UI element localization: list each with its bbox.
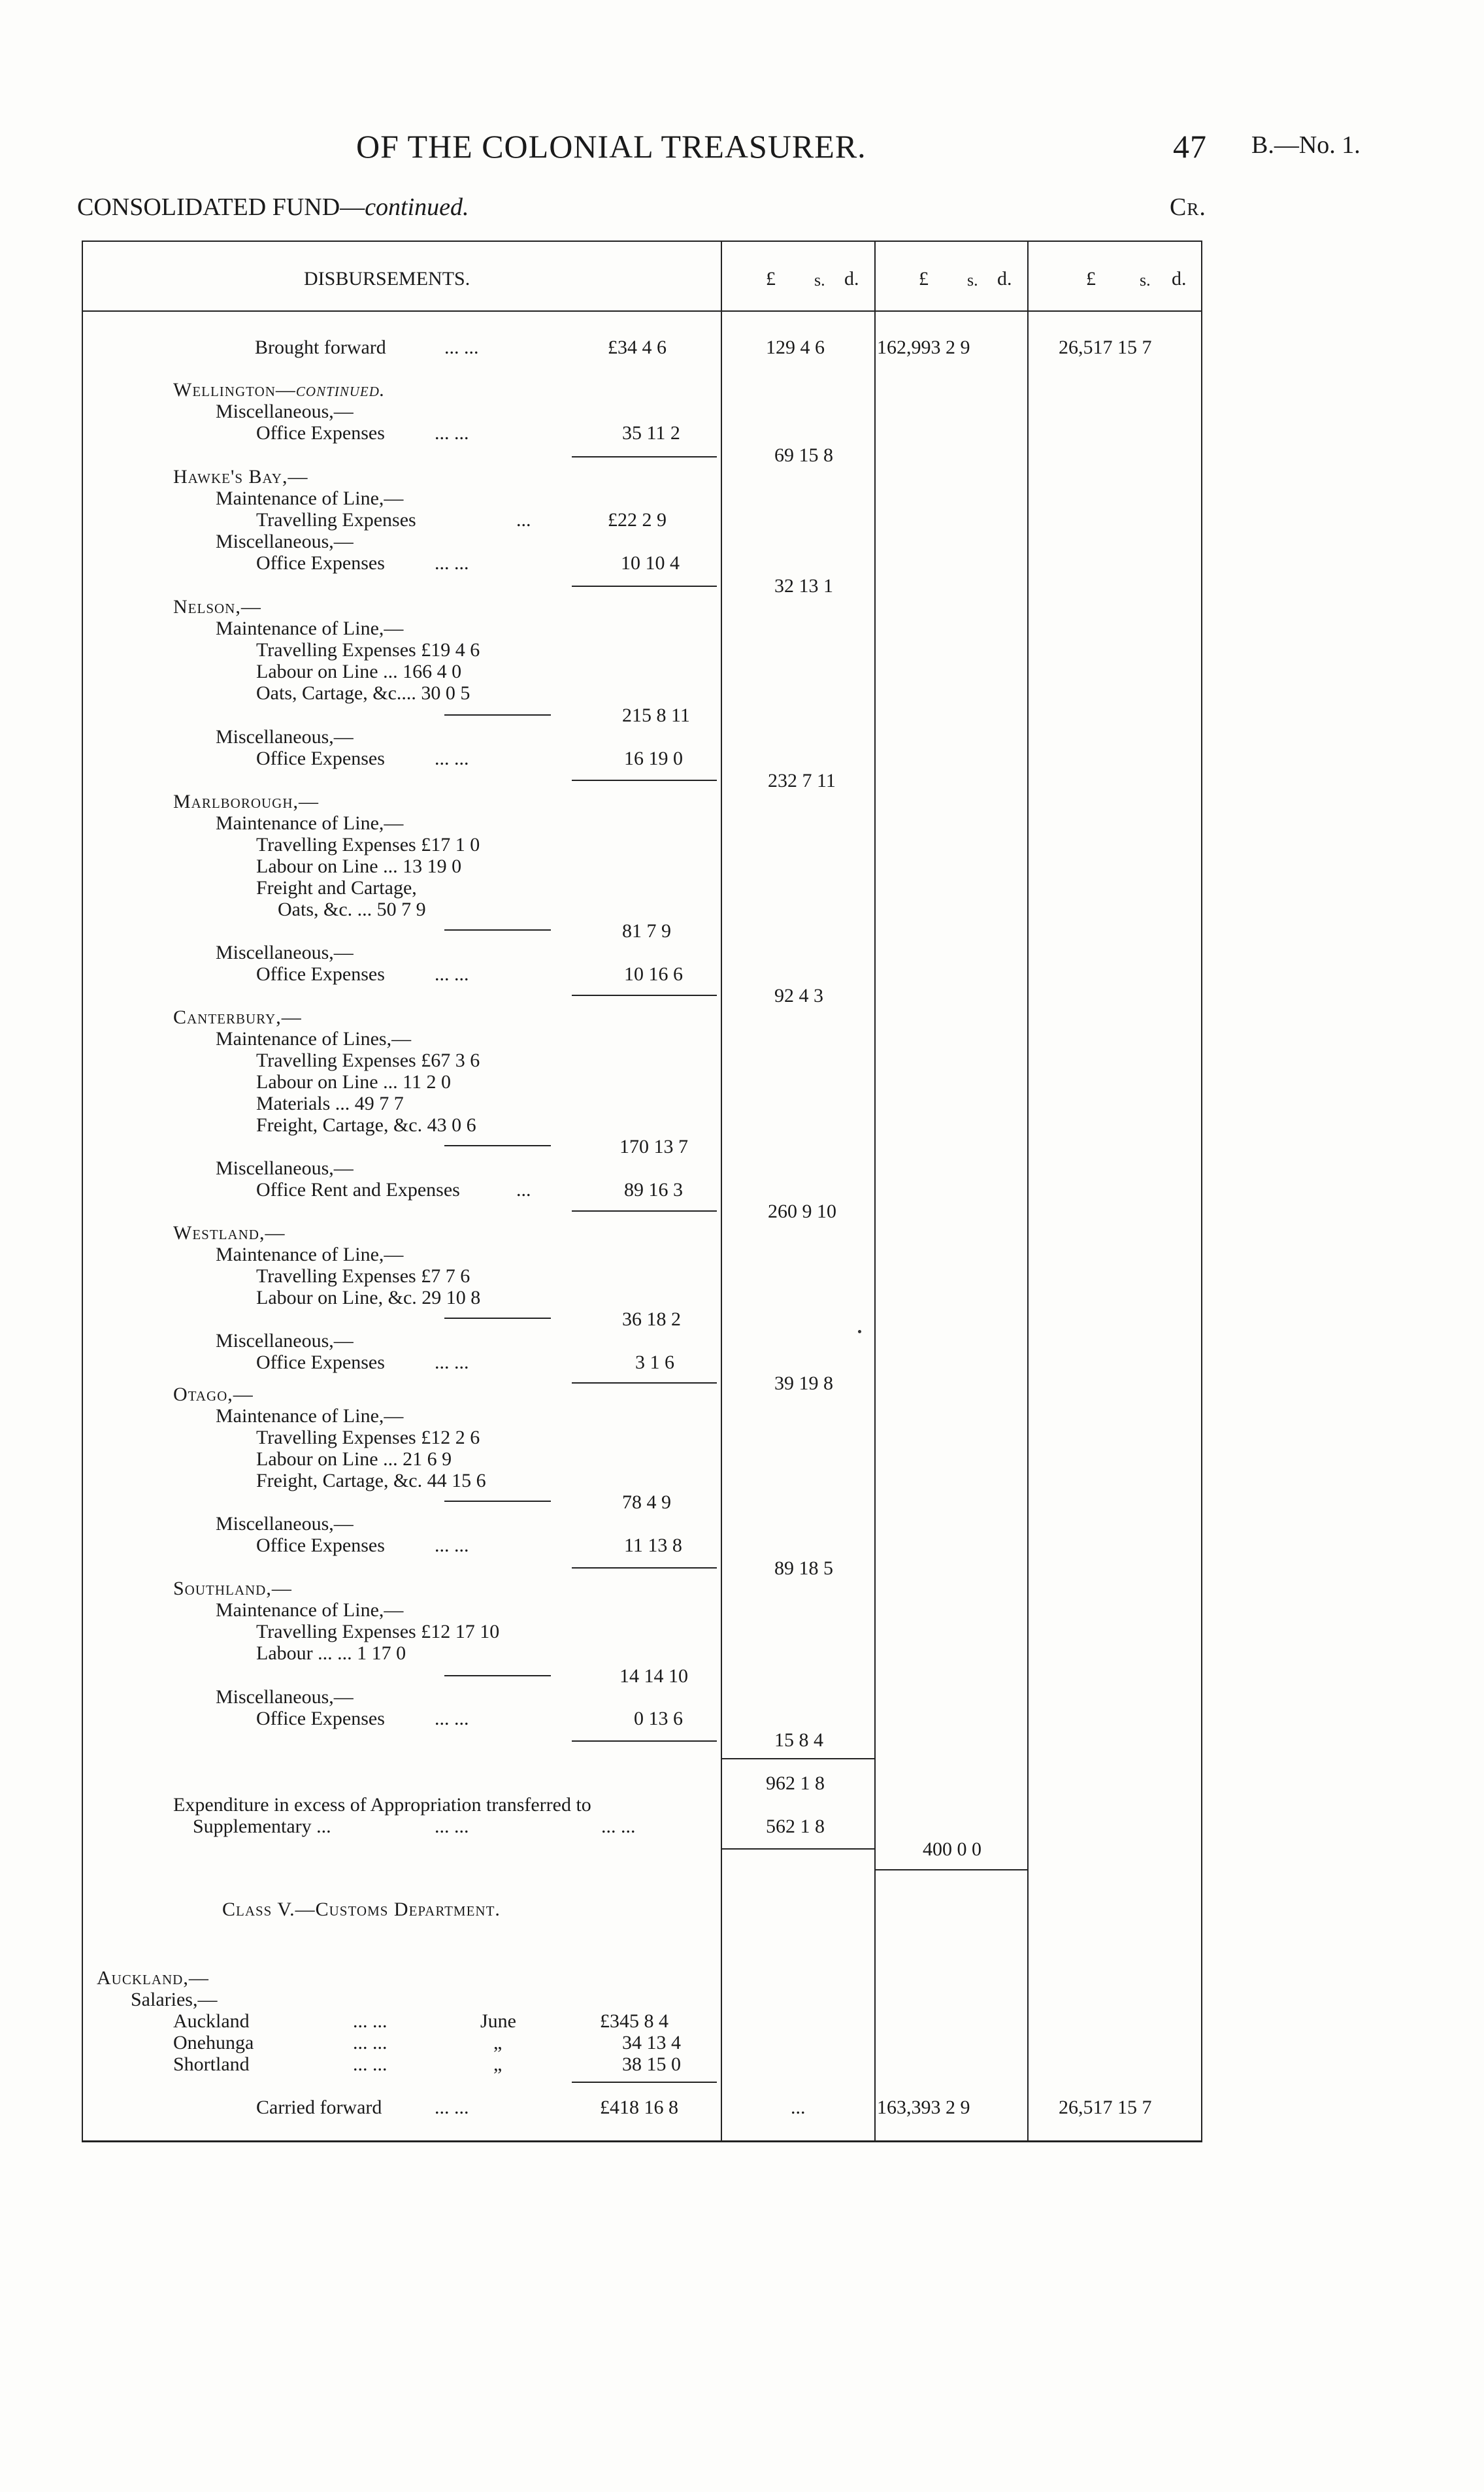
onehunga-month: „ [493, 2032, 503, 2053]
carried-forward-col1: ... [791, 2097, 806, 2118]
nelson-total: 232 7 11 [768, 770, 836, 791]
auckland-station: Auckland [173, 2010, 250, 2032]
shortland-station: Shortland [173, 2053, 250, 2075]
otago-freight-line: Freight, Cartage, &c. 44 15 6 [256, 1470, 486, 1491]
misc-label: Miscellaneous,— [216, 1513, 354, 1535]
maintenance-lines-label: Maintenance of Lines,— [216, 1028, 412, 1050]
col1-pounds: £ [766, 268, 776, 290]
leader-dots: ... ... [435, 963, 469, 985]
regions-sum-total: 962 1 8 [766, 1772, 825, 1794]
otago-travel-line: Travelling Expenses £12 2 6 [256, 1427, 480, 1448]
subtotal-rule [444, 1501, 551, 1502]
misc-label: Miscellaneous,— [216, 401, 354, 422]
westland-travel-line: Travelling Expenses £7 7 6 [256, 1265, 470, 1287]
nelson-heading: Nelson,— [173, 596, 261, 618]
leader-dots: ... ... [435, 422, 469, 444]
auckland-month: June [480, 2010, 516, 2032]
canterbury-maintenance-amount: 170 13 7 [619, 1136, 688, 1157]
marlborough-oats-line: Oats, &c. ... 50 7 9 [278, 899, 426, 920]
maintenance-label: Maintenance of Line,— [216, 1599, 404, 1621]
carried-forward-col2: 163,393 2 9 [877, 2097, 970, 2118]
rule-bottom [82, 2140, 1202, 2142]
col1-shillings: s. [814, 271, 825, 290]
col-rule-2 [874, 241, 876, 2142]
misc-label: Miscellaneous,— [216, 531, 354, 552]
onehunga-salary: 34 13 4 [622, 2032, 681, 2053]
wellington-total: 69 15 8 [774, 444, 833, 466]
col2-pounds: £ [919, 268, 929, 290]
leader-dots: ... ... [353, 2032, 387, 2053]
leader-dots: ... ... [353, 2053, 387, 2075]
westland-labour-line: Labour on Line, &c. 29 10 8 [256, 1287, 481, 1308]
excess-label-line1: Expenditure in excess of Appropriation transferred to [173, 1794, 591, 1816]
marlborough-maintenance-amount: 81 7 9 [622, 920, 671, 942]
misc-label: Miscellaneous,— [216, 1330, 354, 1352]
westland-maintenance-amount: 36 18 2 [622, 1308, 681, 1330]
maintenance-label: Maintenance of Line,— [216, 1405, 404, 1427]
col-rule-right [1201, 241, 1202, 2142]
misc-label: Miscellaneous,— [216, 726, 354, 748]
canterbury-labour-line: Labour on Line ... 11 2 0 [256, 1071, 451, 1093]
page-number: 47 [1173, 128, 1207, 165]
otago-labour-line: Labour on Line ... 21 6 9 [256, 1448, 452, 1470]
subtotal-rule [444, 1318, 551, 1319]
brought-forward-sub: £34 4 6 [608, 337, 667, 358]
subtotal-rule [444, 714, 551, 716]
col1-pence: d. [844, 268, 859, 290]
col3-shillings: s. [1140, 271, 1151, 290]
marlborough-freight-line: Freight and Cartage, [256, 877, 417, 899]
col-rule-left [82, 241, 83, 2142]
leader-dots: ... ... [435, 748, 469, 769]
maintenance-label: Maintenance of Line,— [216, 618, 404, 639]
marlborough-office-amount: 10 16 6 [624, 963, 683, 985]
maintenance-label: Maintenance of Line,— [216, 812, 404, 834]
otago-office-amount: 11 13 8 [624, 1535, 682, 1556]
subtotal-rule [572, 780, 717, 781]
rule-header [82, 310, 1202, 312]
office-expenses-label: Office Expenses [256, 552, 385, 574]
document-reference: B.—No. 1. [1251, 131, 1360, 159]
leader-dots: ... ... [435, 1535, 469, 1556]
supplementary-col2-amount: 400 0 0 [923, 1838, 981, 1860]
subtotal-rule [572, 2082, 717, 2083]
carried-forward-label: Carried forward [256, 2097, 382, 2118]
carried-forward-col3: 26,517 15 7 [1059, 2097, 1152, 2118]
leader-dots: ... ... [435, 1352, 469, 1373]
southland-heading: Southland,— [173, 1578, 292, 1599]
salaries-label: Salaries,— [131, 1989, 218, 2010]
leader-dots: ... [516, 509, 531, 531]
nelson-labour-line: Labour on Line ... 166 4 0 [256, 661, 462, 682]
office-expenses-label: Office Expenses [256, 963, 385, 985]
canterbury-heading: Canterbury,— [173, 1006, 302, 1028]
travelling-label: Travelling Expenses [256, 509, 416, 531]
otago-maintenance-amount: 78 4 9 [622, 1491, 671, 1513]
misc-label: Miscellaneous,— [216, 1686, 354, 1708]
leader-dots: ... ... [353, 2010, 387, 2032]
disbursements-header: DISBURSEMENTS. [304, 268, 470, 290]
brought-forward-col1: 129 4 6 [766, 337, 825, 358]
fund-heading-cont: continued. [365, 193, 469, 221]
leader-dots: ... ... [601, 1816, 636, 1837]
nelson-office-amount: 16 19 0 [624, 748, 683, 769]
hawkes-bay-heading: Hawke's Bay,— [173, 466, 308, 488]
auckland-heading: Auckland,— [97, 1967, 209, 1989]
hawkes-bay-office-amount: 10 10 4 [621, 552, 680, 574]
canterbury-total: 260 9 10 [768, 1201, 836, 1222]
marlborough-total: 92 4 3 [774, 985, 823, 1006]
class-v-heading: Class V.—Customs Department. [222, 1899, 501, 1920]
ink-speck [858, 1330, 861, 1333]
brought-forward-label: Brought forward [255, 337, 386, 358]
col-rule-3 [1027, 241, 1029, 2142]
misc-label: Miscellaneous,— [216, 942, 354, 963]
subtotal-rule [572, 456, 717, 457]
southland-office-amount: 0 13 6 [634, 1708, 683, 1729]
subtotal-rule [572, 1740, 717, 1742]
subtotal-rule [444, 1675, 551, 1676]
col3-pounds: £ [1086, 268, 1096, 290]
leader-dots: ... ... [435, 2097, 469, 2118]
westland-office-amount: 3 1 6 [635, 1352, 674, 1373]
leader-dots: ... ... [444, 337, 479, 358]
leader-dots: ... [516, 1179, 531, 1201]
canterbury-office-amount: 89 16 3 [624, 1179, 683, 1201]
page-title: OF THE COLONIAL TREASURER. [356, 128, 866, 165]
marlborough-heading: Marlborough,— [173, 791, 320, 812]
maintenance-label: Maintenance of Line,— [216, 1244, 404, 1265]
excess-amount: 562 1 8 [766, 1816, 825, 1837]
nelson-travel-line: Travelling Expenses £19 4 6 [256, 639, 480, 661]
otago-total: 89 18 5 [774, 1557, 833, 1579]
office-expenses-label: Office Expenses [256, 422, 385, 444]
westland-heading: Westland,— [173, 1222, 286, 1244]
shortland-month: „ [493, 2053, 503, 2075]
maintenance-label: Maintenance of Line,— [216, 488, 404, 509]
hawkes-bay-total: 32 13 1 [774, 575, 833, 597]
southland-total: 15 8 4 [774, 1729, 823, 1751]
total-rule [721, 1848, 874, 1850]
brought-forward-col2: 162,993 2 9 [877, 337, 970, 358]
rule-top [82, 241, 1202, 242]
col3-pence: d. [1172, 268, 1187, 290]
canterbury-travel-line: Travelling Expenses £67 3 6 [256, 1050, 480, 1071]
marlborough-travel-line: Travelling Expenses £17 1 0 [256, 834, 480, 856]
southland-travel-line: Travelling Expenses £12 17 10 [256, 1621, 500, 1642]
subtotal-rule [572, 1382, 717, 1384]
misc-label: Miscellaneous,— [216, 1157, 354, 1179]
office-expenses-label: Office Expenses [256, 1708, 385, 1729]
shortland-salary: 38 15 0 [622, 2053, 681, 2075]
fund-heading-main: CONSOLIDATED FUND— [77, 193, 365, 221]
col2-shillings: s. [967, 271, 978, 290]
auckland-salary: £345 8 4 [600, 2010, 668, 2032]
canterbury-freight-line: Freight, Cartage, &c. 43 0 6 [256, 1114, 476, 1136]
otago-heading: Otago,— [173, 1384, 254, 1405]
subtotal-rule [572, 995, 717, 996]
leader-dots: ... ... [435, 1708, 469, 1729]
wellington-office-amount: 35 11 2 [622, 422, 680, 444]
canterbury-office-label: Office Rent and Expenses [256, 1179, 460, 1201]
nelson-oats-line: Oats, Cartage, &c.... 30 0 5 [256, 682, 470, 704]
total-rule [874, 1869, 1027, 1870]
credit-side-label: Cr. [1170, 193, 1206, 221]
subtotal-rule [572, 1210, 717, 1212]
fund-heading [77, 193, 469, 222]
leader-dots: ... ... [435, 552, 469, 574]
southland-maintenance-amount: 14 14 10 [619, 1665, 688, 1687]
col-rule-1 [721, 241, 722, 2142]
brought-forward-col3: 26,517 15 7 [1059, 337, 1152, 358]
wellington-heading [173, 379, 385, 401]
subtotal-rule [572, 586, 717, 587]
col2-pence: d. [997, 268, 1012, 290]
subtotal-rule [444, 929, 551, 931]
subtotal-rule [572, 1567, 717, 1569]
southland-labour-line: Labour ... ... 1 17 0 [256, 1642, 406, 1664]
wellington-cont: continued. [295, 379, 386, 401]
total-rule [721, 1758, 874, 1759]
westland-total: 39 19 8 [774, 1372, 833, 1394]
marlborough-labour-line: Labour on Line ... 13 19 0 [256, 856, 462, 877]
leader-dots: ... ... [435, 1816, 469, 1837]
office-expenses-label: Office Expenses [256, 1352, 385, 1373]
wellington-name: Wellington— [173, 379, 296, 401]
office-expenses-label: Office Expenses [256, 1535, 385, 1556]
canterbury-materials-line: Materials ... 49 7 7 [256, 1093, 404, 1114]
carried-forward-sub: £418 16 8 [600, 2097, 678, 2118]
excess-label-line2: Supplementary ... [193, 1816, 331, 1837]
office-expenses-label: Office Expenses [256, 748, 385, 769]
onehunga-station: Onehunga [173, 2032, 254, 2053]
subtotal-rule [444, 1145, 551, 1146]
hawkes-bay-travel-amount: £22 2 9 [608, 509, 667, 531]
nelson-maintenance-amount: 215 8 11 [622, 705, 690, 726]
